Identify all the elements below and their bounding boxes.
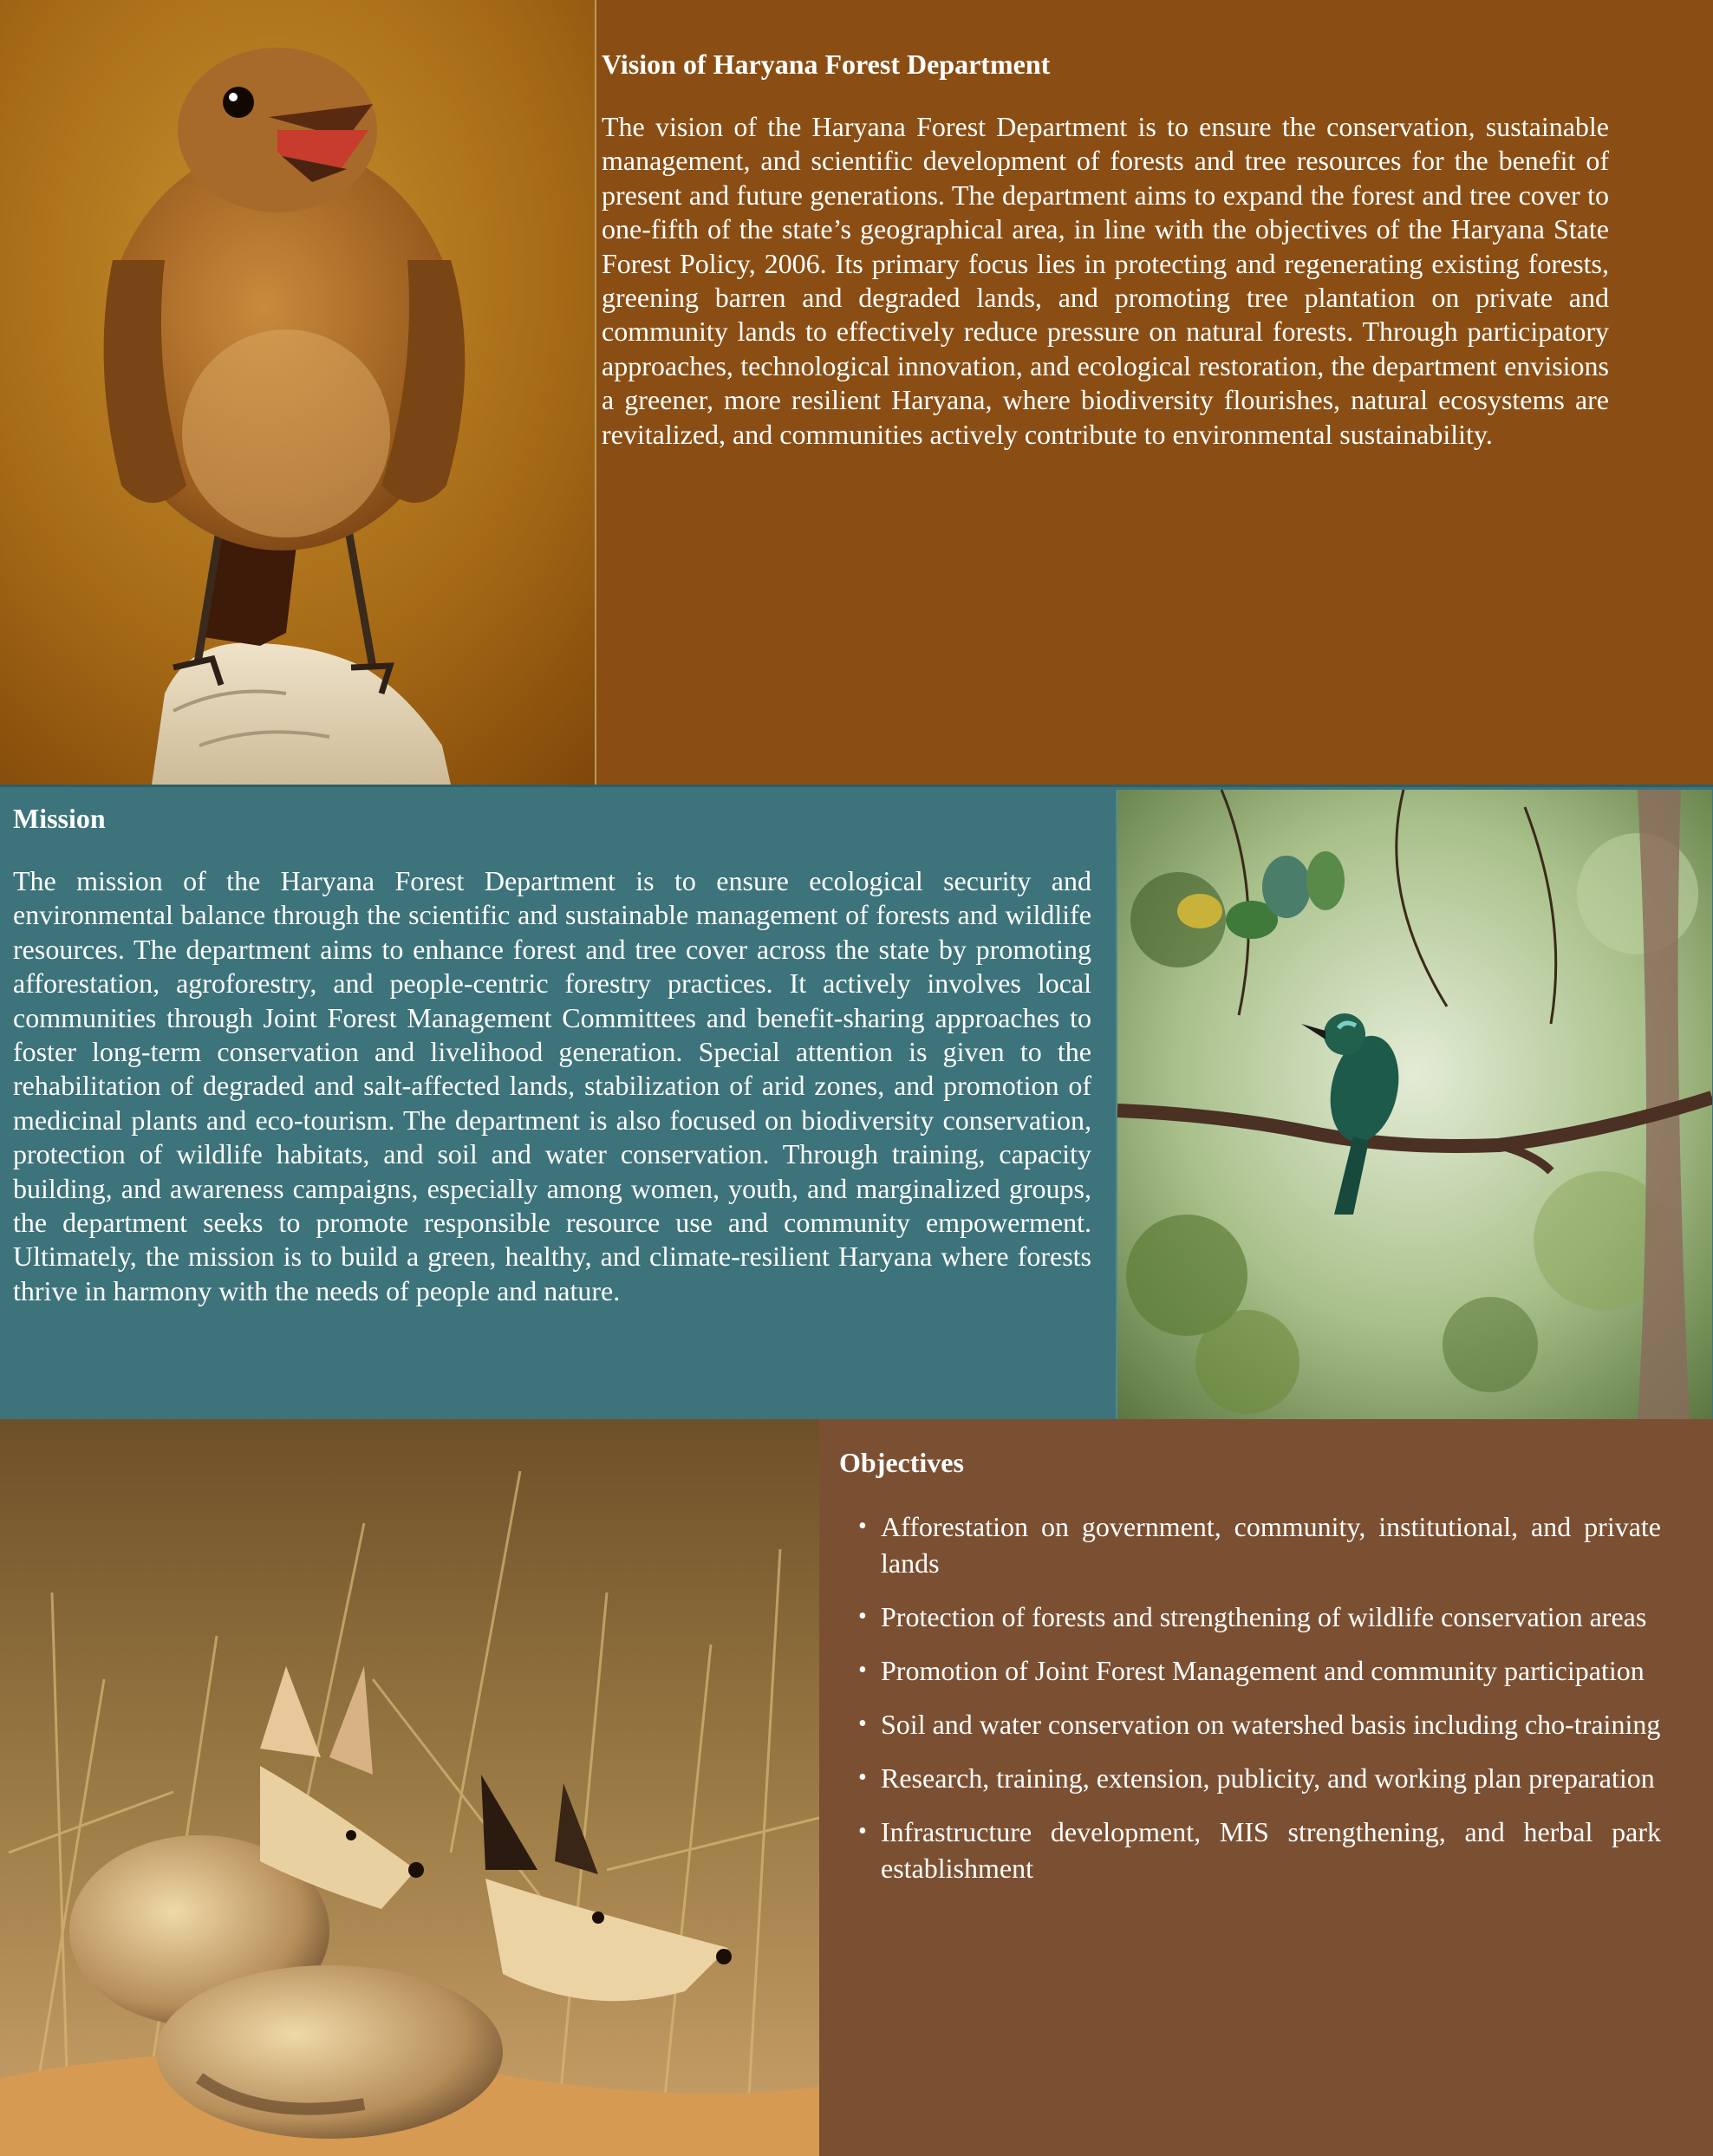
bird-on-rock-photo bbox=[0, 0, 596, 785]
vision-section bbox=[0, 0, 1713, 785]
bullet-icon: • bbox=[858, 1603, 867, 1630]
mission-heading: Mission bbox=[13, 803, 106, 834]
bird-on-branch-photo bbox=[1116, 790, 1712, 1419]
bullet-icon: • bbox=[858, 1818, 867, 1845]
bullet-icon: • bbox=[858, 1764, 867, 1791]
foxes-photo bbox=[0, 1419, 819, 2156]
objectives-section bbox=[0, 1419, 1713, 2156]
bullet-icon: • bbox=[858, 1710, 867, 1737]
objectives-heading: Objectives bbox=[839, 1447, 964, 1478]
objective-item: • Research, training, extension, publicity, and working plan preparation bbox=[839, 1760, 1661, 1796]
objective-item: • Protection of forests and strengthening of wildlife conservation areas bbox=[839, 1599, 1661, 1635]
objective-item: • Afforestation on government, community, institutional, and private lands bbox=[839, 1508, 1661, 1581]
objectives-list bbox=[839, 1508, 1661, 1886]
bullet-icon: • bbox=[858, 1513, 867, 1540]
mission-section bbox=[0, 785, 1713, 1422]
mission-content bbox=[13, 803, 1091, 1308]
objectives-content bbox=[839, 1447, 1661, 1904]
mission-paragraph: The mission of the Haryana Forest Department is to ensure ecological security and environmental balance through the scientific and sustainable management of forests and wildlife resources. The department aims to enhance forest and tree cover across the state by promoting afforestation, agroforestry, and people-centric forestry practices. It actively involves local communities through Joint Forest Management Committees and benefit-sharing approaches to foster long-term conservation and livelihood generation. Special attention is given to the rehabilitation of degraded and salt-affected lands, stabilization of arid zones, and promotion of medicinal plants and eco-tourism. The department is also focused on biodiversity conservation, protection of wildlife habitats, and soil and water conservation. Through training, capacity building, and awareness campaigns, especially among women, youth, and marginalized groups, the department seeks to promote responsible resource use and community empowerment. Ultimately, the mission is to build a green, healthy, and climate-resilient Haryana where forests thrive in harmony with the needs of people and nature. bbox=[13, 865, 1091, 1306]
vision-content bbox=[602, 49, 1609, 452]
objective-item: • Soil and water conservation on watershed basis including cho-training bbox=[839, 1706, 1661, 1742]
vision-paragraph: The vision of the Haryana Forest Department is to ensure the conservation, sustainable management, and scientific development of forests and tree resources for the benefit of present and future generations. The department aims to expand the forest and tree cover to one-fifth of the state’s geographical area, in line with the objectives of the Haryana State Forest Policy, 2006. Its primary focus lies in protecting and regenerating existing forests, greening barren and degraded lands, and promoting tree plantation on private and community lands to effectively reduce pressure on natural forests. Through participatory approaches, technological innovation, and ecological restoration, the department envisions a greener, more resilient Haryana, where biodiversity flourishes, natural ecosystems are revitalized, and communities actively contribute to environmental sustainability. bbox=[602, 111, 1609, 450]
vision-heading: Vision of Haryana Forest Department bbox=[602, 49, 1051, 80]
objective-item: • Promotion of Joint Forest Management and community participation bbox=[839, 1652, 1661, 1689]
bullet-icon: • bbox=[858, 1657, 867, 1684]
objective-item: • Infrastructure development, MIS strengthening, and herbal park establishment bbox=[839, 1814, 1661, 1886]
